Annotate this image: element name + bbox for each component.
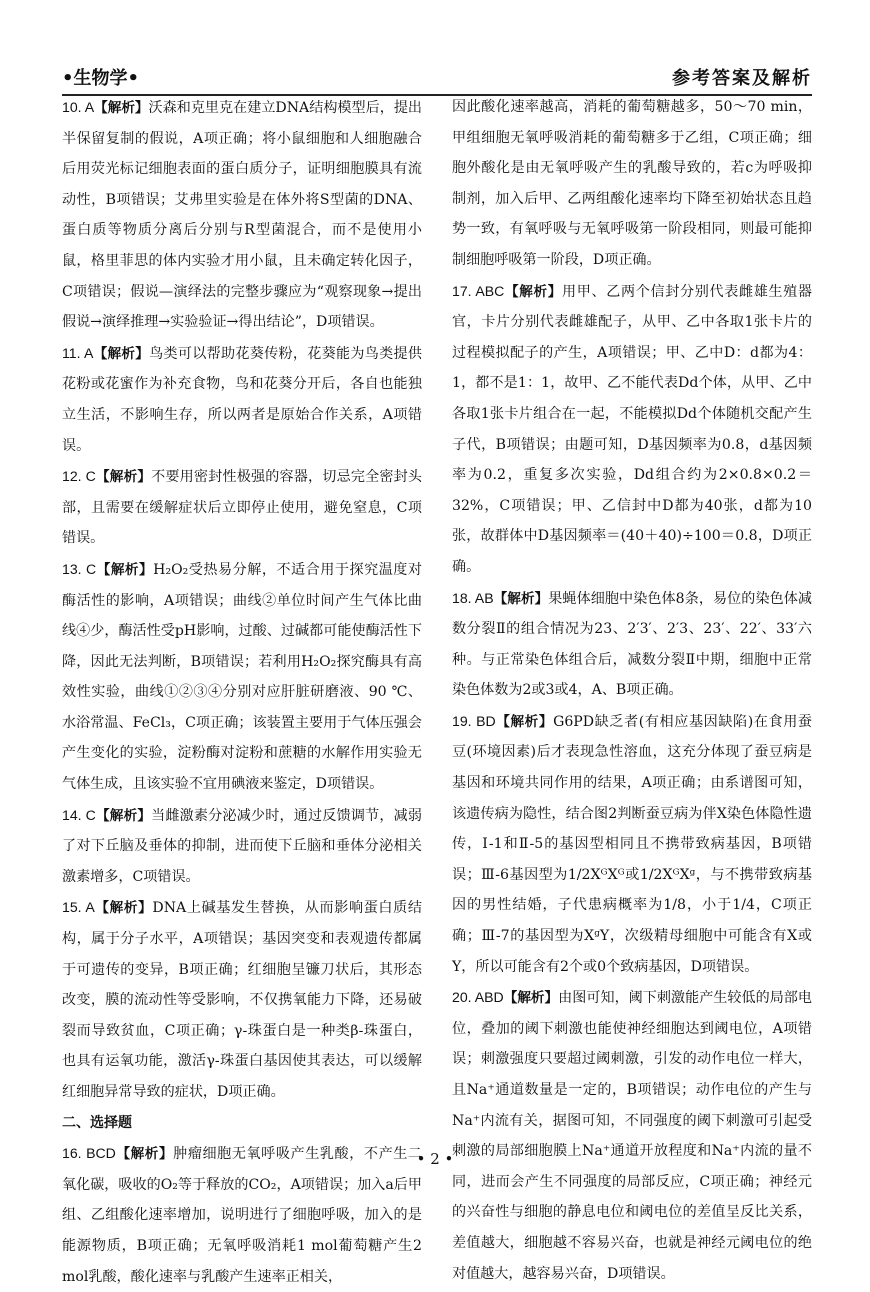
item-text: 由图可知，阈下刺激能产生较低的局部电位，叠加的阈下刺激也能使神经细胞达到阈电位，A项错误；刺激强度只要超过阈刺激，引发的动作电位一样大，且Na⁺通道数量是一定的，B项错误；动作电位的产生与Na⁺内流有关，据图可知，不同强度的阈下刺激可引起受刺激的局部细胞膜上Na⁺通道开放程度和Na⁺内流的量不同，进而会产生不同强度的局部反应，C项正确；神经元的兴奋性与细胞的静息电位和阈电位的差值呈反比关系，差值越大，细胞越不容易兴奋，也就是神经元阈电位的绝对值越大，越容易兴奋，D项错误。	[452, 990, 813, 1282]
analysis-tag: 【解析】	[493, 590, 549, 607]
answer-item-20	[452, 982, 812, 1289]
subject-label: •生物学•	[62, 68, 140, 89]
analysis-tag: 【解析】	[93, 345, 150, 362]
answer-item-18	[452, 583, 812, 706]
item-number: 10. A	[62, 99, 95, 115]
item-number: 16. BCD	[62, 1145, 116, 1162]
item-text: 鸟类可以帮助花葵传粉，花葵能为鸟类提供花粉或花蜜作为补充食物，鸟和花葵分开后，各自也能独立生活，不影响生存，所以两者是原始合作关系，A项错误。	[62, 345, 422, 454]
answer-item-11	[62, 338, 422, 461]
item-text: H₂O₂受热易分解，不适合用于探究温度对酶活性的影响，A项错误；曲线②单位时间产生气体比曲线④少，酶活性受pH影响，过酸、过碱都可能使酶活性下降，因此无法判断，B项错误；若利用H₂O₂探究酶具有高效性实验，曲线①②③④分别对应肝脏研磨液、90 ℃、水浴常温、FeCl₃，C项正确；该装置主要用于气体压强会产生变化的实验，淀粉酶对淀粉和蔗糖的水解作用实验无气体生成，且该实验不宜用碘液来鉴定，D项错误。	[62, 561, 423, 793]
analysis-tag: 【解析】	[96, 561, 154, 578]
answer-item-12	[62, 461, 422, 554]
page-header	[62, 60, 812, 96]
page-number: • 2 •	[416, 1150, 454, 1168]
analysis-tag: 【解析】	[94, 900, 153, 917]
left-column	[62, 92, 422, 1292]
header-title: 参考答案及解析	[672, 68, 812, 89]
item-text: 当雌激素分泌减少时，通过反馈调节，减弱了对下丘脑及垂体的抑制，进而使下丘脑和垂体分泌相关激素增多，C项错误。	[62, 807, 423, 885]
item-number: 12. C	[62, 468, 96, 485]
content-columns	[62, 92, 812, 1292]
answer-item-17	[452, 276, 812, 583]
analysis-tag: 【解析】	[495, 713, 554, 730]
item-number: 18. AB	[452, 589, 494, 606]
item-text: DNA上碱基发生替换，从而影响蛋白质结构，属于分子水平，A项错误；基因突变和表观遗传都属于可遗传的变异，B项正确；红细胞呈镰刀状后，其形态改变，膜的流动性等受影响，不仅携氧能力下降，还易破裂而导致贫血，C项正确；γ-珠蛋白是一种类β-珠蛋白，也具有运氧功能，激活γ-珠蛋白基因使其表达，可以缓解红细胞异常导致的症状，D项正确。	[62, 900, 423, 1100]
answer-item-10	[62, 92, 422, 338]
item-number: 19. BD	[452, 712, 496, 729]
item-number: 14. C	[62, 806, 96, 823]
item-number: 17. ABC	[452, 282, 505, 299]
item-number: 20. ABD	[452, 989, 504, 1006]
analysis-tag: 【解析】	[504, 283, 563, 300]
analysis-tag: 【解析】	[503, 990, 559, 1007]
item-number: 11. A	[62, 344, 94, 361]
item-text: 沃森和克里克在建立DNA结构模型后，提出半保留复制的假说，A项正确；将小鼠细胞和人细胞融合后用荧光标记细胞表面的蛋白质分子，证明细胞膜具有流动性，B项错误；艾弗里实验是在体外将S型菌的DNA、蛋白质等物质分离后分别与R型菌混合，而不是使用小鼠，格里菲思的体内实验才用小鼠，且未确定转化因子，C项错误；假说—演绎法的完整步骤应为“观察现象→提出假说→演绎推理→实验验证→得出结论”，D项错误。	[62, 100, 423, 331]
answer-item-14	[62, 800, 422, 893]
analysis-tag: 【解析】	[94, 100, 149, 116]
answer-item-16-continued: 因此酸化速率越高，消耗的葡萄糖越多，50～70 min，甲组细胞无氧呼吸消耗的葡萄糖多于乙组，C项正确；细胞外酸化是由无氧呼吸产生的乳酸导致的，若c为呼吸抑制剂，加入后甲、乙两组酸化速率均下降至初始状态且趋势一致，有氧呼吸与无氧呼吸第一阶段相同，则最可能抑制细胞呼吸第一阶段，D项正确。	[452, 99, 812, 268]
analysis-tag: 【解析】	[95, 807, 152, 824]
analysis-tag: 【解析】	[115, 1146, 174, 1163]
answer-item-15	[62, 892, 422, 1107]
item-text: 肿瘤细胞无氧呼吸产生乳酸，不产生二氧化碳，吸收的O₂等于释放的CO₂，A项错误；加入a后甲组、乙组酸化速率增加，说明进行了细胞呼吸，加入的是能源物质，B项正确；无氧呼吸消耗1 mol葡萄糖产生2 mol乳酸，酸化速率与乳酸产生速率正相关，	[62, 1146, 423, 1285]
analysis-tag: 【解析】	[95, 469, 152, 486]
item-text: 果蝇体细胞中染色体8条，易位的染色体减数分裂Ⅱ的组合情况为23、2′3′、2′3、23′、22′、33′六种。与正常染色体组合后，减数分裂Ⅱ中期，细胞中正常染色体数为2或3或4，A、B项正确。	[452, 590, 813, 699]
item-number: 15. A	[62, 899, 95, 916]
item-text: G6PD缺乏者(有相应基因缺陷)在食用蚕豆(环境因素)后才表现急性溶血，这充分体现了蚕豆病是基因和环境共同作用的结果，A项正确；由系谱图可知，该遗传病为隐性，结合图2判断蚕豆病为伴X染色体隐性遗传，Ⅰ-1和Ⅱ-5的基因型相同且不携带致病基因，B项错误；Ⅲ-6基因型为1/2XᴳXᴳ或1/2XᴳXᵍ，与不携带致病基因的男性结婚，子代患病概率为1/8，小于1/4，C项正确；Ⅲ-7的基因型为XᵍY，次级精母细胞中可能含有X或Y，所以可能含有2个或0个致病基因，D项错误。	[452, 713, 812, 975]
item-text: 不要用密封性极强的容器，切忌完全密封头部，且需要在缓解症状后立即停止使用，避免窒息，C项错误。	[62, 469, 423, 547]
answer-item-19	[452, 706, 812, 982]
answer-item-13	[62, 554, 422, 800]
right-column	[452, 92, 812, 1292]
item-text: 用甲、乙两个信封分别代表雌雄生殖器官，卡片分别代表雌雄配子，从甲、乙中各取1张卡片的过程模拟配子的产生，A项错误；甲、乙中D：d都为4：1，都不是1：1，故甲、乙不能代表Dd个体，从甲、乙中各取1张卡片组合在一起，不能模拟Dd个体随机交配产生子代，B项错误；由题可知，D基因频率为0.8，d基因频率为0.2，重复多次实验，Dd组合约为2×0.8×0.2＝32%，C项错误；甲、乙信封中D都为40张，d都为10张，故群体中D基因频率＝(40＋40)÷100＝0.8，D项正确。	[452, 283, 813, 575]
item-number: 13. C	[62, 560, 97, 577]
section-title: 二、选择题	[62, 1114, 132, 1131]
